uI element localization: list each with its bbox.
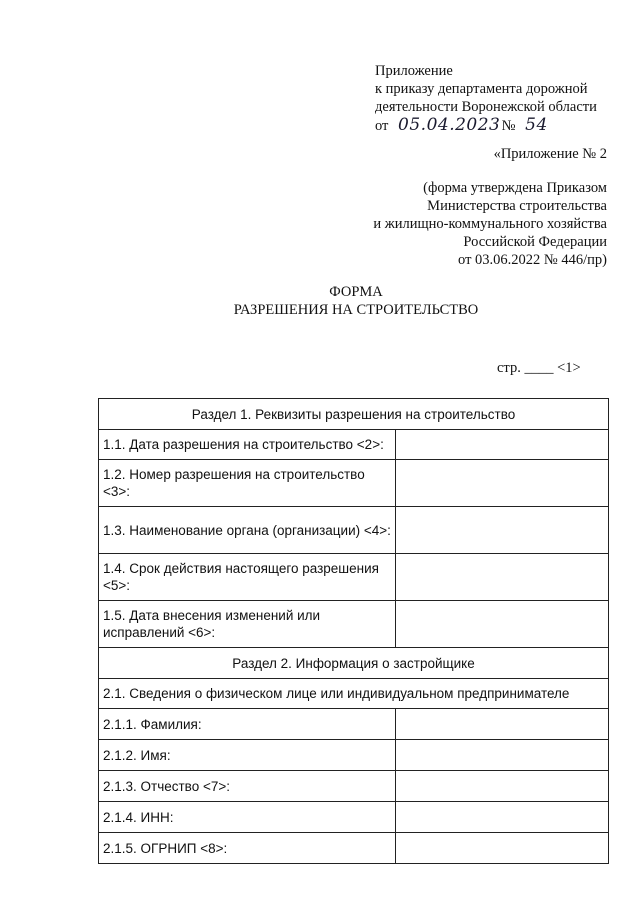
table-row: [99, 709, 609, 740]
field-label-1-3: 1.3. Наименование органа (организации) <4>:: [99, 507, 396, 554]
table-row: [99, 802, 609, 833]
field-value-2-1-4: [396, 802, 609, 833]
form-title: [0, 283, 640, 319]
field-label-1-5: 1.5. Дата внесения изменений или исправлений <6>:: [99, 601, 396, 648]
section-1-header: Раздел 1. Реквизиты разрешения на строительство: [99, 399, 609, 430]
table-row: [99, 601, 609, 648]
field-label-2-1: 2.1. Сведения о физическом лице или индивидуальном предпринимателе: [99, 679, 609, 709]
table-row: [99, 399, 609, 430]
permit-form-table: [98, 398, 609, 864]
field-value-1-2: [396, 460, 609, 507]
appendix-2-label: «Приложение № 2: [493, 146, 607, 162]
form-title-line-1: ФОРМА: [329, 284, 383, 300]
approval-note: [373, 179, 607, 269]
appendix-line-3: деятельности Воронежской области: [375, 99, 597, 115]
field-value-1-1: [396, 430, 609, 460]
table-row: [99, 430, 609, 460]
appendix-2-heading: [494, 145, 607, 163]
table-row: [99, 771, 609, 802]
approval-line-3: и жилищно-коммунального хозяйства: [373, 216, 607, 232]
field-value-1-4: [396, 554, 609, 601]
table-row: [99, 507, 609, 554]
appendix-line-1: Приложение: [375, 63, 453, 79]
table-row: [99, 679, 609, 709]
approval-line-5: от 03.06.2022 № 446/пр): [458, 252, 607, 268]
table-row: [99, 554, 609, 601]
number-label: №: [501, 118, 516, 134]
field-label-2-1-4: 2.1.4. ИНН:: [99, 802, 396, 833]
appendix-line-2: к приказу департамента дорожной: [375, 81, 588, 97]
field-value-2-1-2: [396, 740, 609, 771]
form-title-line-2: РАЗРЕШЕНИЯ НА СТРОИТЕЛЬСТВО: [233, 302, 479, 318]
field-value-2-1-1: [396, 709, 609, 740]
approval-line-1: (форма утверждена Приказом: [423, 180, 607, 196]
field-label-2-1-1: 2.1.1. Фамилия:: [99, 709, 396, 740]
field-value-1-3: [396, 507, 609, 554]
field-label-1-1: 1.1. Дата разрешения на строительство <2>:: [99, 430, 396, 460]
field-label-2-1-3: 2.1.3. Отчество <7>:: [99, 771, 396, 802]
field-label-1-2: 1.2. Номер разрешения на строительство <3>:: [99, 460, 396, 507]
appendix-order-line: [375, 116, 625, 135]
field-label-2-1-2: 2.1.2. Имя:: [99, 740, 396, 771]
field-label-1-4: 1.4. Срок действия настоящего разрешения <5>:: [99, 554, 396, 601]
table-row: [99, 740, 609, 771]
field-label-2-1-5: 2.1.5. ОГРНИП <8>:: [99, 833, 396, 864]
approval-line-4: Российской Федерации: [463, 234, 607, 250]
field-value-2-1-3: [396, 771, 609, 802]
handwritten-date: 05.04.2023: [398, 115, 501, 135]
field-value-2-1-5: [396, 833, 609, 864]
page-reference: стр. ____ <1>: [497, 360, 581, 376]
table-row: [99, 648, 609, 679]
section-2-header: Раздел 2. Информация о застройщике: [99, 648, 609, 679]
from-label: от: [375, 118, 389, 134]
field-value-1-5: [396, 601, 609, 648]
appendix-header: [375, 62, 625, 135]
handwritten-number: 54: [525, 115, 548, 135]
table-row: [99, 460, 609, 507]
table-row: [99, 833, 609, 864]
approval-line-2: Министерства строительства: [427, 198, 607, 214]
